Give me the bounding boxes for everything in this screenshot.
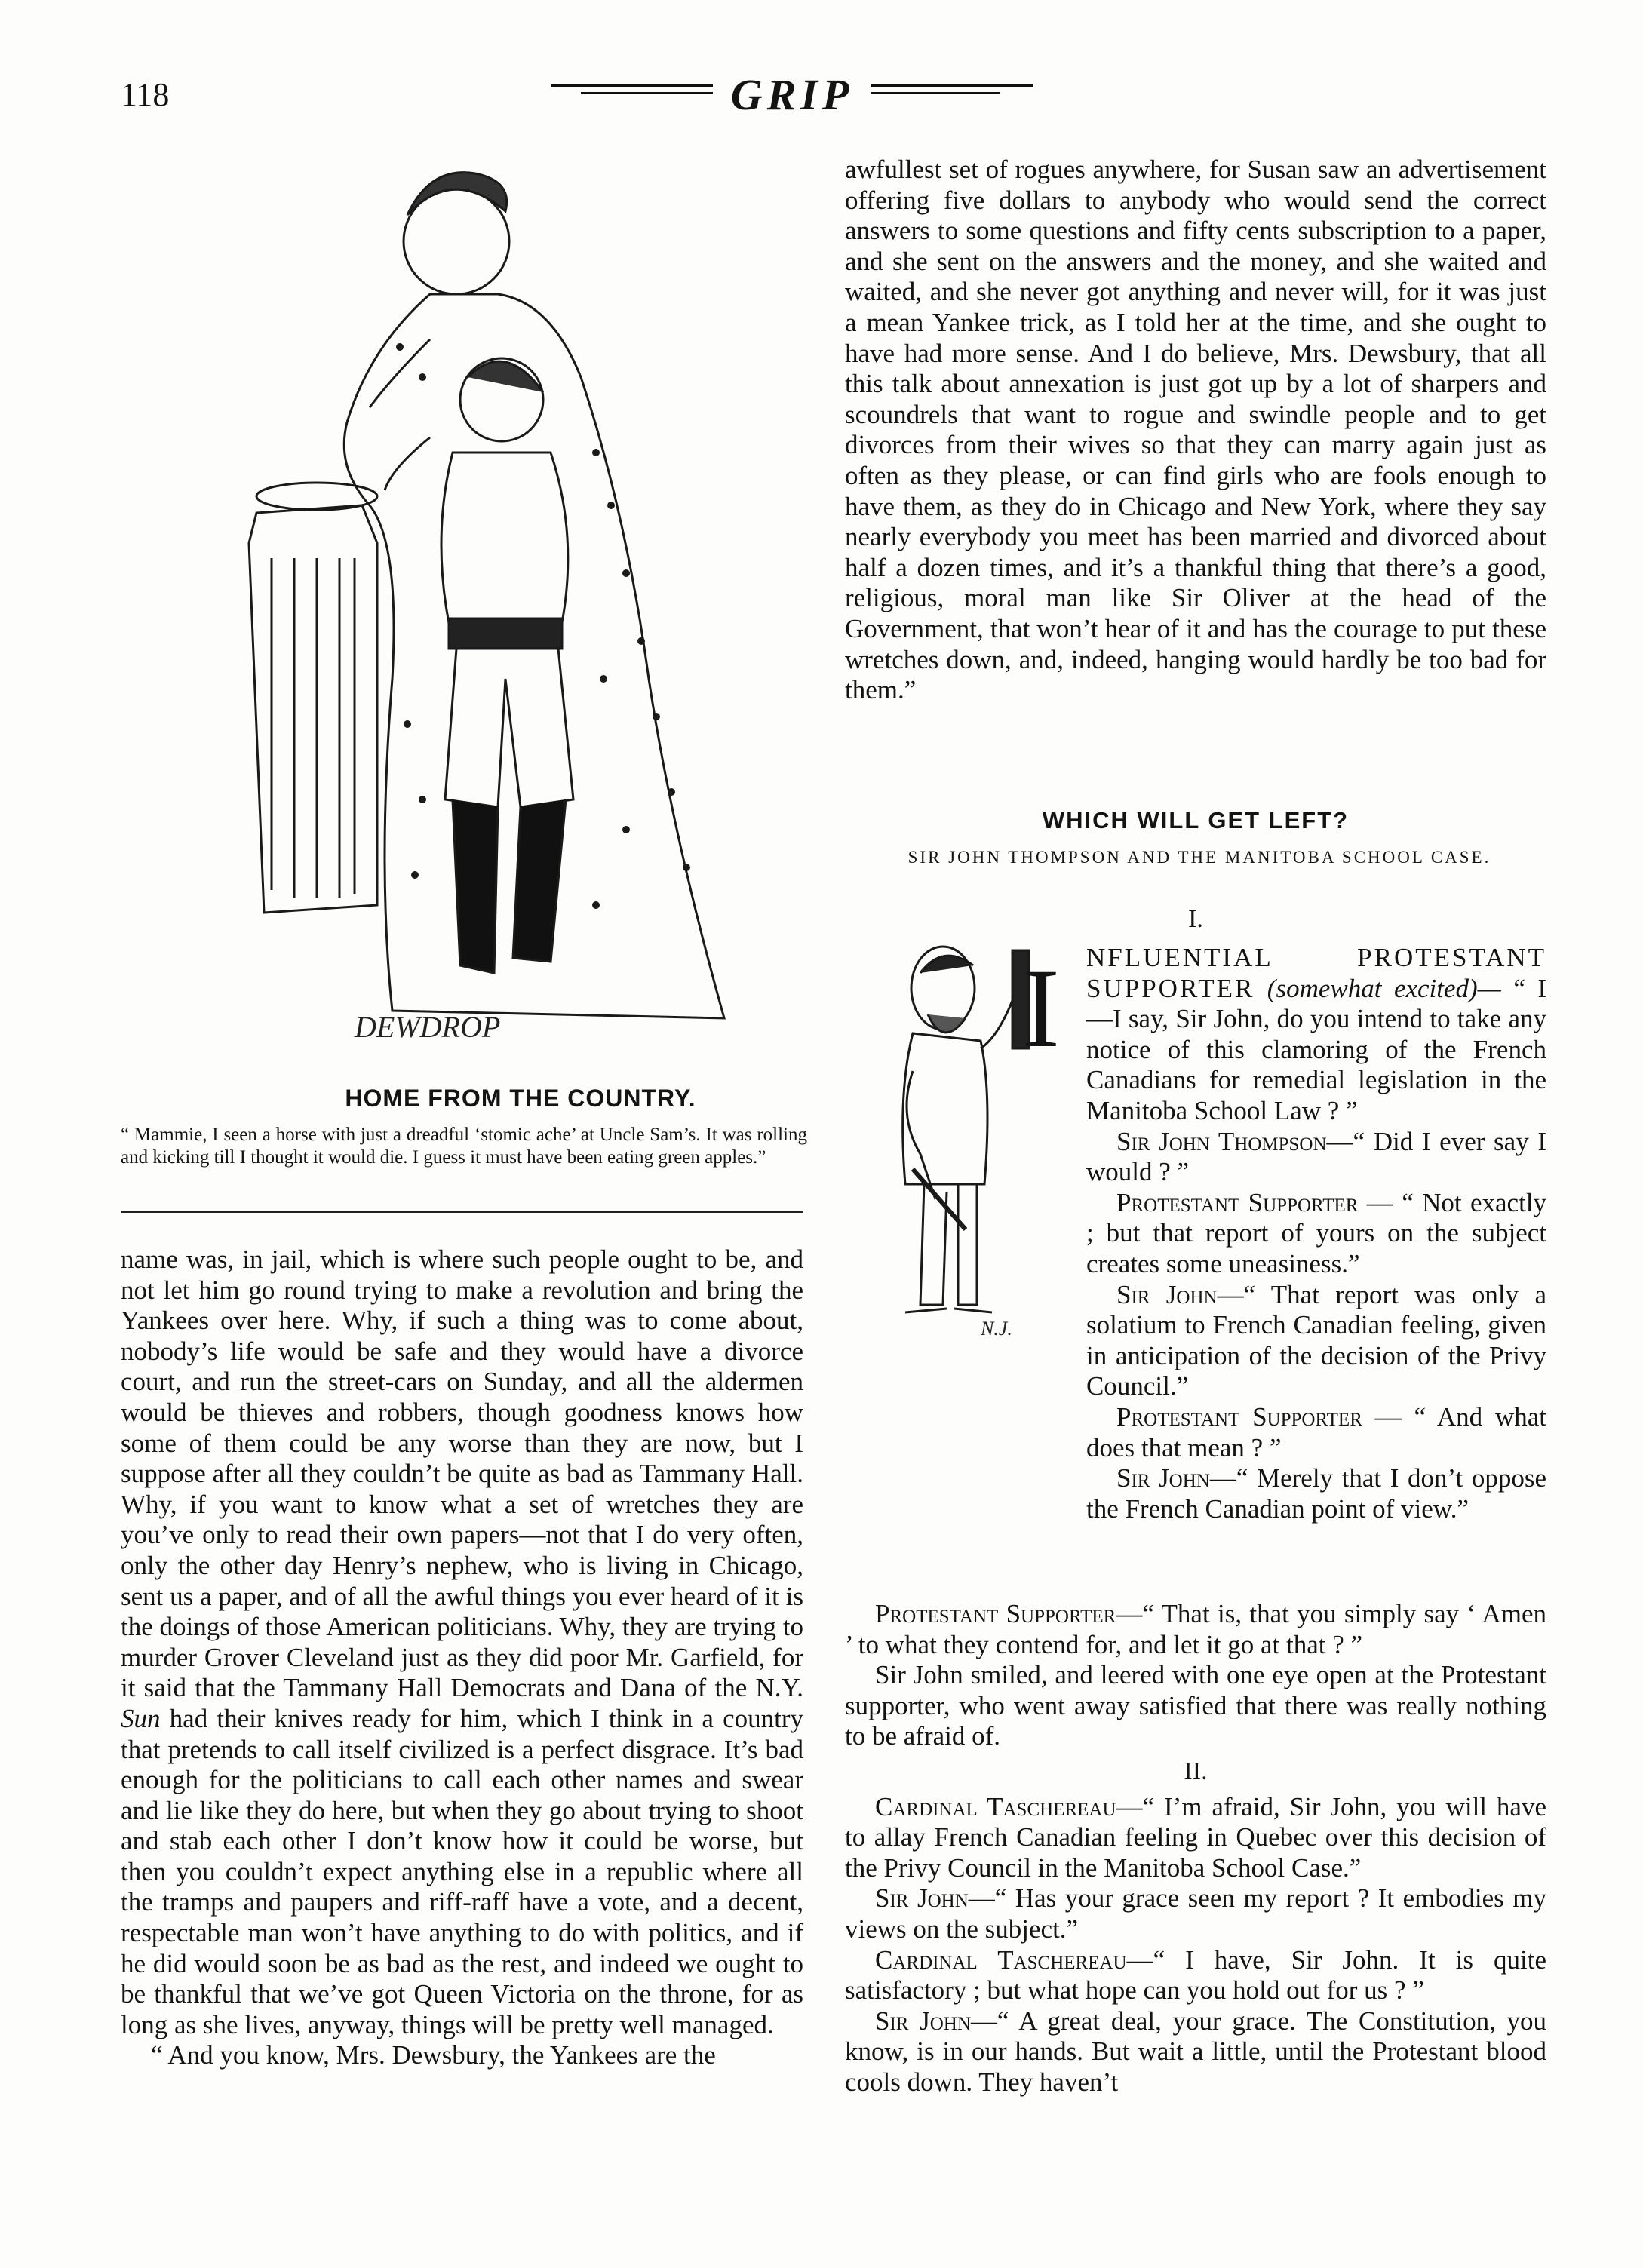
dialogue-line-10: “ Has your grace seen my report ? It embodies my views on the subject.” <box>845 1883 1547 1944</box>
left-column-text <box>121 1244 803 2071</box>
left-paragraph-2: “ And you know, Mrs. Dewsbury, the Yankees are the <box>151 2040 716 2070</box>
speaker-sir-john-3: Sir John— <box>875 1883 995 1914</box>
speaker-cardinal-taschereau-2: Cardinal Taschereau— <box>875 1944 1153 1975</box>
dialogue-line-7: “ That is, that you simply say ‘ Amen ’ to what they contend for, and let it go at that ? ” <box>845 1599 1547 1659</box>
speaker-protestant-supporter: NFLUENTIAL PROTESTANT SUPPORTER <box>1086 943 1546 1003</box>
dialogue-continued <box>845 1599 1546 2098</box>
speaker-cardinal-taschereau: Cardinal Taschereau— <box>875 1791 1143 1821</box>
newspaper-name: Sun <box>121 1703 161 1733</box>
illustration-signature-2: N.J. <box>981 1318 1012 1340</box>
dialogue-line-5: “ And what does that mean ? ” <box>1086 1401 1547 1462</box>
masthead-rule-left-2 <box>581 92 713 94</box>
right-column-top-text <box>845 155 1546 706</box>
narration-line: Sir John smiled, and leered with one eye open at the Protestant supporter, who went away satisfied that there was really nothing to be afraid of. <box>845 1660 1546 1751</box>
dialogue-line-4: “ That report was only a solatium to French Canadian feeling, given in anticipation of the decision of the Privy Council.” <box>1086 1279 1546 1401</box>
masthead <box>490 69 1094 118</box>
left-paragraph-1-rest: had their knives ready for him, which I think in a country that pretends to call itself civilized is a perfect disgrace. It’s bad enough for the politicians to call each other names and swear and lie like they do here, but when they go about trying to shoot and stab each other I don’t know how it could be worse, but then you couldn’t expect anything else in a republic where all the tramps and paupers and riff-raff have a vote, and a decent, respectable man won’t have anything to do with politics, and if he did would soon be as bad as the rest, and indeed we ought to be thankful that we’ve got Queen Victoria on the throne, for as long as she lives, anyway, things will be pretty well managed. <box>121 1703 804 2039</box>
dialogue-line-1: “ I—I say, Sir John, do you intend to take any notice of this clamoring of the French Canadians for remedial legislation in the Manitoba School Law ? ” <box>1086 973 1546 1125</box>
speaker-sir-john: Sir John— <box>1116 1279 1244 1309</box>
masthead-title: GRIP <box>730 70 854 119</box>
dialogue-line-9: “ I’m afraid, Sir John, you will have to allay French Canadian feeling in Quebec over this decision of the Privy Council in the Manitoba School Case.” <box>845 1791 1546 1883</box>
right-paragraph-continuation: awfullest set of rogues anywhere, for Susan saw an advertisement offering five dollars to anybody who would send the correct answers to some questions and fifty cents subscription to a paper, and she sent on the answers and the money, and she waited and waited, and she never got anything and never will, for it was just a mean Yankee trick, as I told her at the time, and she ought to have had more sense. And I do believe, Mrs. Dewsbury, that all this talk about annexation is just got up by a lot of sharpers and scoundrels that want to rogue and swindle people and to get divorces from their wives so that they can marry again just as often as they please, or can find girls who are fools enough to have them, as they do in Chicago and New York, where they say nearly everybody you meet has been married and divorced about half a dozen times, and it’s a thankful thing that there’s a good, religious, moral man like Sir Oliver at the head of the Government, that won’t hear of it and has the courage to put these wretches down, and, indeed, hanging would hardly be too bad for them.” <box>845 155 1546 705</box>
caption-text: “ Mammie, I seen a horse with just a dreadful ‘stomic ache’ at Uncle Sam’s. It was rolling and kicking till I thought it would die. I guess it must have been eating green apples.” <box>121 1125 807 1168</box>
masthead-rule-right <box>871 84 1033 87</box>
drop-cap: I <box>1022 946 1060 1071</box>
part-one-numeral: I. <box>1188 905 1203 933</box>
article-headline: WHICH WILL GET LEFT? <box>1042 807 1350 833</box>
speaker-protestant-supporter-3: Protestant Supporter — <box>1116 1401 1402 1432</box>
masthead-rule-right-2 <box>871 92 1000 94</box>
dialogue-line-3: “ Not exactly ; but that report of yours on the subject creates some uneasiness.” <box>1086 1187 1547 1278</box>
dialogue-line-2: “ Did I ever say I would ? ” <box>1086 1126 1546 1187</box>
caption-divider <box>121 1211 803 1213</box>
article-subhead: SIR JOHN THOMPSON AND THE MANITOBA SCHOOL CASE. <box>907 848 1491 867</box>
masthead-rule-left <box>551 84 713 87</box>
speaker-protestant-supporter-2: Protestant Supporter — <box>1116 1187 1393 1217</box>
page-number: 118 <box>121 76 170 113</box>
home-from-country-illustration <box>204 151 800 1063</box>
illustration-signature: DEWDROP <box>355 1010 501 1044</box>
speaker-sir-john-4: Sir John— <box>875 2006 997 2036</box>
left-paragraph-1: name was, in jail, which is where such people ought to be, and not let him go round trying to make a revolution and bring the Yankees over here. Why, if such a thing was to come about, nobody’s life would be safe and they would have a divorce court, and run the street-cars on Sunday, and all the aldermen would be thieves and robbers, though goodness knows how some of them could be any worse than they are now, but I suppose after all they couldn’t be quite as bad as Tammany Hall. Why, if you want to know what a set of wretches they are you’ve only to read their own papers—not that I do very often, only the other day Henry’s nephew, who is living in Chicago, sent us a paper, and of all the awful things you ever heard of it is the doings of those American politicians. Why, they are trying to murder Grover Cleveland just as they did poor Mr. Garfield, for it said that the Tammany Hall Democrats and Dana of the N.Y. <box>121 1244 803 1703</box>
dialogue-line-6: “ Merely that I don’t oppose the French Canadian point of view.” <box>1086 1463 1546 1524</box>
part-two-numeral: II. <box>1184 1757 1208 1785</box>
speaker-sir-john-2: Sir John— <box>1116 1463 1236 1493</box>
dialogue-line-12: “ A great deal, your grace. The Constitution, you know, is in our hands. But wait a little, until the Protestant blood cools down. They haven’t <box>845 2006 1546 2097</box>
dialogue-part-one <box>1086 943 1546 1524</box>
caption-title: HOME FROM THE COUNTRY. <box>345 1085 696 1112</box>
speaker-sir-john-thompson: Sir John Thompson— <box>1116 1126 1353 1156</box>
speaker-protestant-supporter-4: Protestant Supporter— <box>875 1599 1143 1628</box>
dialogue-line-11: “ I have, Sir John. It is quite satisfactory ; but what hope can you hold out for us ? ” <box>845 1944 1546 2006</box>
stage-direction: (somewhat excited)— <box>1267 973 1501 1003</box>
